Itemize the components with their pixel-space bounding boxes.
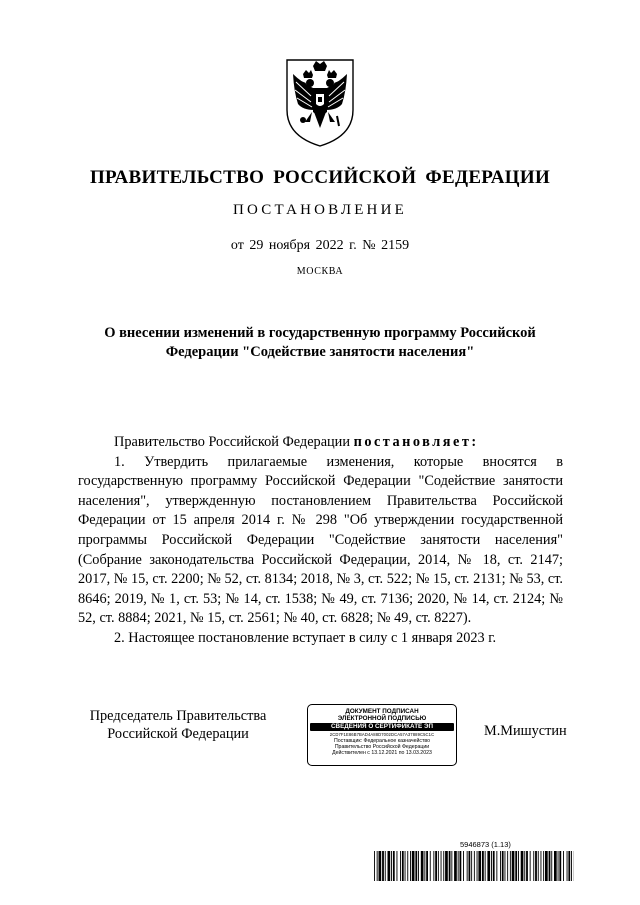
document-code: 5946873 (1.13): [460, 840, 511, 849]
document-heading: [60, 324, 580, 362]
stamp-supplier: Поставщик: Федеральное казначейство: [334, 737, 430, 744]
signer-name: М.Мишустин: [484, 723, 567, 739]
paragraph-1: 1. Утвердить прилагаемые изменения, которые вносятся в государственную программу Российской Федерации "Содействие занятости населения", утвержденную постановлением Правительства Российской Федерации от 15 апреля 2014 г. № 298 "Об утверждении государственной программы Российской Федерации "Содействие занятости населения" (Собрание законодательства Российской Федерации, 2014, № 18, ст. 2147; 2017, № 15, ст. 2200; № 52, ст. 8134; 2018, № 3, ст. 522; № 15, ст. 2131; № 53, ст. 8646; 2019, № 1, ст. 53; № 14, ст. 1538; № 49, ст. 7136; 2020, № 14, ст. 2124; № 52, ст. 8884; 2021, № 15, ст. 2561; № 40, ст. 6828; № 49, ст. 8227).: [78, 453, 563, 627]
paragraph-2: 2. Настоящее постановление вступает в силу с 1 января 2023 г.: [114, 629, 497, 646]
signer-title-line-2: Российской Федерации: [107, 726, 249, 742]
intro-text: Правительство Российской Федерации: [114, 434, 354, 450]
heading-line-1: О внесении изменений в государственную программу Российской: [104, 325, 536, 341]
stamp-certificate-bar: СВЕДЕНИЯ О СЕРТИФИКАТЕ ЭП: [310, 723, 454, 731]
stamp-certificate-number: 2CD7F1E86B7BAD4A88D7002DCA57A37889C5C1C: [329, 731, 435, 737]
document-date-number: от 29 ноября 2022 г. № 2159: [230, 238, 410, 253]
government-title: ПРАВИТЕЛЬСТВО РОССИЙСКОЙ ФЕДЕРАЦИИ: [89, 167, 551, 188]
stamp-owner: Правительство Российской Федерации: [334, 743, 430, 750]
document-type: ПОСТАНОВЛЕНИЕ: [233, 202, 407, 218]
signer-title: [78, 707, 278, 743]
intro-resolves: постановляет:: [353, 434, 479, 450]
stamp-line-1: ДОКУМЕНТ ПОДПИСАН: [345, 708, 419, 715]
electronic-signature-stamp: [307, 704, 457, 766]
intro-paragraph: [78, 433, 563, 453]
signer-title-line-1: Председатель Правительства: [89, 708, 267, 724]
coat-of-arms-icon: [283, 52, 357, 148]
stamp-line-2: ЭЛЕКТРОННОЙ ПОДПИСЬЮ: [337, 715, 427, 722]
document-body: [78, 433, 563, 649]
barcode-icon: [374, 851, 574, 881]
document-city: МОСКВА: [296, 266, 344, 277]
stamp-validity: Действителен с 13.12.2021 по 13.03.2023: [332, 749, 432, 756]
heading-line-2: Федерации "Содействие занятости населения": [165, 344, 475, 360]
